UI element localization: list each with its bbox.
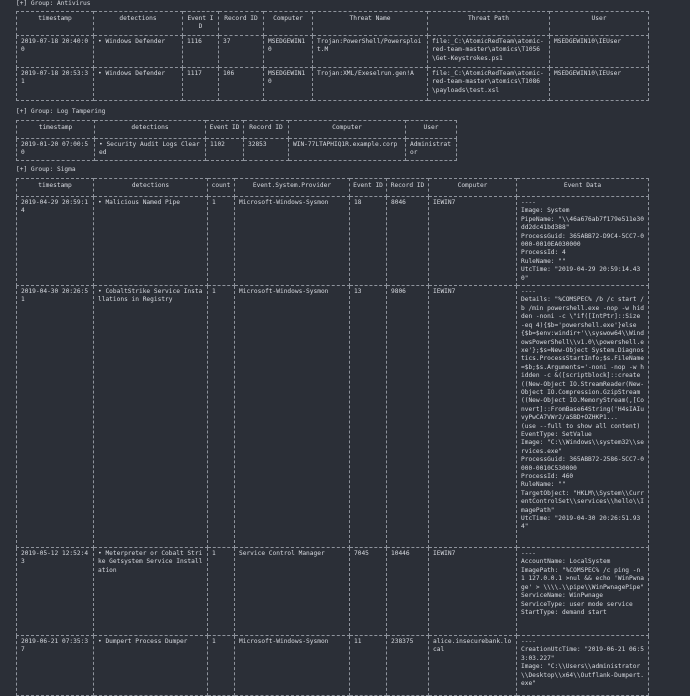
table-cell: MSEDGEWIN10\IEUser: [550, 35, 649, 67]
table-row: [17, 139, 457, 161]
table-cell: 37: [219, 35, 264, 67]
column-header: count: [208, 179, 235, 197]
table-cell: ---- Image: System PipeName: "\\46a676ab7f179e511e30dd2dc41bd388" ProcessGuid: 365ABB72-D9C4-5CC7-0000-0010EA030000 ProcessId: 4 RuleName: "" UtcTime: "2019-04-29 20:59:14.430": [517, 197, 649, 286]
table-cell: 2019-07-18 20:40:00: [17, 35, 94, 67]
table-cell: ---- AccountName: LocalSystem ImagePath: "%COMSPEC% /c ping -n 1 127.0.0.1 >nul && echo 'WinPwnage' > \\\\.\\pipe\\WinPwnagePipe" ServiceName: WinPwnage ServiceType: user mode service StartType: demand start: [517, 548, 649, 636]
table-cell: IEWIN7: [429, 197, 517, 286]
table-cell: 2019-01-20 07:00:50: [17, 139, 95, 161]
table-cell: 2019-06-21 07:35:37: [17, 636, 94, 696]
sigma-group-title: [+] Group: Sigma: [16, 166, 76, 173]
table-row: [17, 197, 649, 286]
table-cell: IEWIN7: [429, 548, 517, 636]
antivirus-table: [16, 11, 649, 101]
column-header: detections: [94, 179, 208, 197]
antivirus-header-row: [17, 12, 649, 36]
log-tampering-header-row: [17, 121, 457, 139]
log-tampering-group-title: [+] Group: Log Tampering: [16, 108, 106, 115]
table-cell: alice.insecurebank.local: [429, 636, 517, 696]
table-cell: Trojan:XML/Exeselrun.gen!A: [313, 67, 428, 100]
table-cell: 106: [219, 67, 264, 100]
table-cell: 1117: [183, 67, 219, 100]
table-cell: 18: [350, 197, 387, 286]
column-header: Event ID: [206, 121, 244, 139]
sigma-table: [16, 178, 649, 696]
table-cell: MSEDGEWIN10: [264, 67, 313, 100]
column-header: Computer: [429, 179, 517, 197]
table-cell: • Meterpreter or Cobalt Strike Getsystem Service Installation: [94, 548, 208, 636]
table-cell: 8046: [387, 197, 429, 286]
column-header: detections: [95, 121, 206, 139]
table-row: [17, 67, 649, 100]
table-cell: 1116: [183, 35, 219, 67]
table-cell: 2019-04-30 20:26:51: [17, 286, 94, 548]
column-header: User: [550, 12, 649, 36]
table-cell: 11: [350, 636, 387, 696]
column-header: Event ID: [183, 12, 219, 36]
column-header: Event Data: [517, 179, 649, 197]
table-row: [17, 636, 649, 696]
column-header: Computer: [264, 12, 313, 36]
column-header: Event ID: [350, 179, 387, 197]
table-cell: Microsoft-Windows-Sysmon: [235, 197, 350, 286]
table-cell: 1: [208, 636, 235, 696]
column-header: Record ID: [244, 121, 289, 139]
column-header: Threat Path: [428, 12, 550, 36]
column-header: Threat Name: [313, 12, 428, 36]
table-row: [17, 35, 649, 67]
column-header: detections: [94, 12, 183, 36]
column-header: User: [406, 121, 457, 139]
table-row: [17, 286, 649, 548]
table-cell: 2019-05-12 12:52:43: [17, 548, 94, 636]
table-cell: file:_C:\AtomicRedTeam\atomic-red-team-master\atomics\T1086\payloads\test.xsl: [428, 67, 550, 100]
table-cell: 7045: [350, 548, 387, 636]
column-header: Record ID: [219, 12, 264, 36]
table-cell: • Windows Defender: [94, 35, 183, 67]
column-header: timestamp: [17, 179, 94, 197]
table-cell: MSEDGEWIN10\IEUser: [550, 67, 649, 100]
table-cell: IEWIN7: [429, 286, 517, 548]
table-cell: WIN-77LTAPHIQ1R.example.corp: [289, 139, 406, 161]
table-cell: • Malicious Named Pipe: [94, 197, 208, 286]
antivirus-group-title: [+] Group: Antivirus: [16, 0, 91, 7]
sigma-header-row: [17, 179, 649, 197]
table-cell: 9806: [387, 286, 429, 548]
table-cell: MSEDGEWIN10: [264, 35, 313, 67]
table-cell: 32853: [244, 139, 289, 161]
table-cell: 13: [350, 286, 387, 548]
table-cell: Administrator: [406, 139, 457, 161]
column-header: timestamp: [17, 12, 94, 36]
column-header: Record ID: [387, 179, 429, 197]
table-cell: Microsoft-Windows-Sysmon: [235, 286, 350, 548]
table-cell: • CobaltStrike Service Installations in Registry: [94, 286, 208, 548]
table-cell: 10446: [387, 548, 429, 636]
table-cell: ---- Details: "%COMSPEC% /b /c start /b /min powershell.exe -nop -w hidden -noni -c \"if([IntPtr]::Size -eq 4){$b='powershell.exe'}else{$b=$env:windir+'\\syswow64\\WindowsPowerShell\\v1.0\\powershell.exe'};$s=New-Object System.Diagnostics.ProcessStartInfo;$s.FileName=$b;$s.Arguments='-noni -nop -w hidden -c &([scriptblock]::create((New-Object IO.StreamReader(New-Object IO.Compression.GzipStream((New-Object IO.MemoryStream(,[Convert]::FromBase64String('H4sIAIuvyPwCA7VWr2/aSBD+OZHKP1... (use --full to show all content) EventType: SetValue Image: "C:\\Windows\\system32\\services.exe" ProcessGuid: 365ABB72-2586-5CC7-0000-0010C530000 ProcessId: 460 RuleName: "" TargetObject: "HKLM\\System\\CurrentControlSet\\services\\hello\\ImagePath" UtcTime: "2019-04-30 20:26:51.934": [517, 286, 649, 548]
table-cell: file:_C:\AtomicRedTeam\atomic-red-team-master\atomics\T1056\Get-Keystrokes.ps1: [428, 35, 550, 67]
table-cell: ---- CreationUtcTime: "2019-06-21 06:53:03.227" Image: "C:\\Users\\administrator\\Desktop\\x64\\Outflank-Dumpert.exe": [517, 636, 649, 696]
table-cell: 1: [208, 548, 235, 636]
table-cell: 1102: [206, 139, 244, 161]
table-cell: 1: [208, 286, 235, 548]
table-cell: • Dumpert Process Dumper: [94, 636, 208, 696]
column-header: Computer: [289, 121, 406, 139]
column-header: timestamp: [17, 121, 95, 139]
table-cell: • Windows Defender: [94, 67, 183, 100]
table-cell: 1: [208, 197, 235, 286]
log-tampering-table: [16, 120, 457, 161]
table-cell: Service Control Manager: [235, 548, 350, 636]
table-cell: 2019-07-18 20:53:31: [17, 67, 94, 100]
table-cell: Microsoft-Windows-Sysmon: [235, 636, 350, 696]
table-cell: Trojan:PowerShell/Powersploit.M: [313, 35, 428, 67]
table-cell: • Security Audit Logs Cleared: [95, 139, 206, 161]
column-header: Event.System.Provider: [235, 179, 350, 197]
table-cell: 238375: [387, 636, 429, 696]
table-cell: 2019-04-29 20:59:14: [17, 197, 94, 286]
table-row: [17, 548, 649, 636]
